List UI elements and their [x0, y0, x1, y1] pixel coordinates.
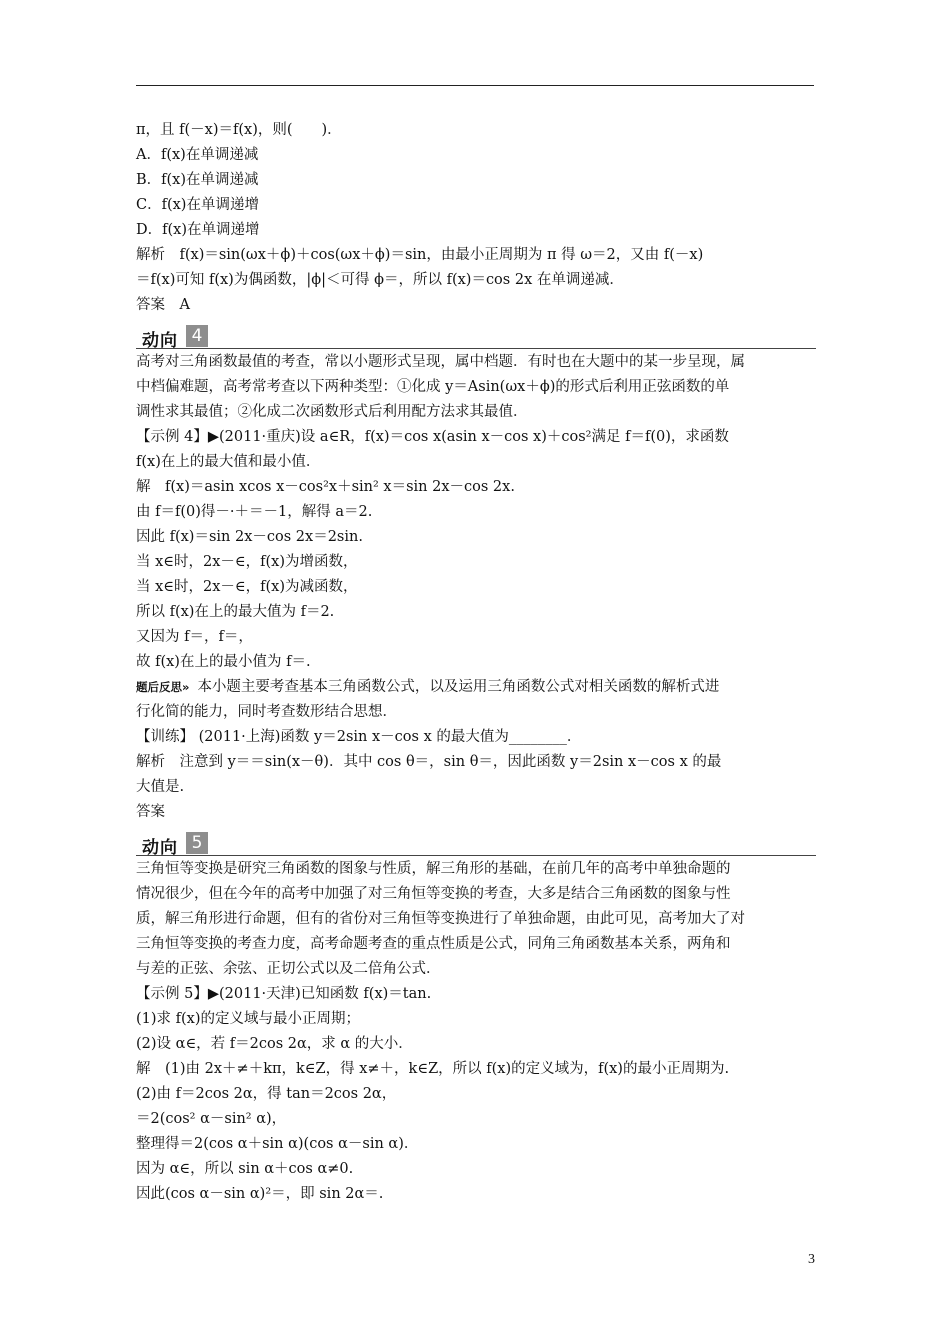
text-line: 质，解三角形进行命题，但有的省份对三角恒等变换进行了单独命题，由此可见，高考加大了对 — [136, 911, 745, 927]
text-line: 【训练】 (2011·上海)函数 y＝2sin x－cos x 的最大值为________． — [136, 729, 582, 745]
text-line: 故 f(x)在上的最小值为 f＝. — [136, 654, 311, 670]
reflection-text: 本小题主要考查基本三角函数公式，以及运用三角函数公式对相关函数的解析式进 — [197, 679, 720, 695]
section-underline — [136, 348, 816, 349]
text-line: 所以 f(x)在上的最大值为 f＝2. — [136, 604, 335, 620]
section-underline — [136, 855, 816, 856]
text-line: 大值是. — [136, 779, 185, 795]
option-b: B．f(x)在单调递减 — [136, 172, 259, 188]
text-line: 中档偏难题，高考常考查以下两种类型：①化成 y＝Asin(ωx＋ϕ)的形式后利用正弦函数的单 — [136, 379, 730, 395]
text-line: (2)由 f＝2cos 2α，得 tan＝2cos 2α， — [136, 1086, 397, 1102]
text-line: 【示例 4】▶(2011·重庆)设 a∈R，f(x)＝cos x(asin x－cos x)＋cos²满足 f＝f(0)，求函数 — [136, 429, 729, 445]
page-content — [136, 118, 816, 1207]
text-line: π，且 f(－x)＝f(x)，则( )． — [136, 122, 342, 138]
text-line: 当 x∈时，2x－∈，f(x)为增函数， — [136, 554, 358, 570]
answer-line: 答案 A — [136, 297, 190, 313]
text-line: 解析 注意到 y＝＝sin(x－θ)．其中 cos θ＝，sin θ＝，因此函数 y＝2sin x－cos x 的最 — [136, 754, 722, 770]
section-title: 动向 — [142, 331, 178, 351]
text-line: 答案 — [136, 804, 165, 820]
text-line: 解 (1)由 2x＋≠＋kπ，k∈Z，得 x≠＋，k∈Z，所以 f(x)的定义域为，f(x)的最小正周期为. — [136, 1061, 730, 1077]
analysis-line: 解析 f(x)＝sin(ωx＋ϕ)＋cos(ωx＋ϕ)＝sin，由最小正周期为 π 得 ω＝2，又由 f(－x) — [136, 247, 704, 263]
text-line: 因此 f(x)＝sin 2x－cos 2x＝2sin. — [136, 529, 363, 545]
text-line: f(x)在上的最大值和最小值． — [136, 454, 321, 470]
section-number-badge: 4 — [186, 325, 208, 347]
header-rule — [136, 85, 814, 86]
text-line: 解 f(x)＝asin xcos x－cos²x＋sin² x＝sin 2x－cos 2x. — [136, 479, 515, 495]
text-line: 高考对三角函数最值的考查，常以小题形式呈现，属中档题．有时也在大题中的某一步呈现，属 — [136, 354, 745, 370]
text-line: 又因为 f＝，f＝， — [136, 629, 253, 645]
text-line: (1)求 f(x)的定义域与最小正周期； — [136, 1011, 361, 1027]
text-line: 调性求其最值；②化成二次函数形式后利用配方法求其最值． — [136, 404, 528, 420]
text-line: 三角恒等变换是研究三角函数的图象与性质，解三角形的基础，在前几年的高考中单独命题的 — [136, 861, 731, 877]
text-line: 因为 α∈，所以 sin α＋cos α≠0. — [136, 1161, 354, 1177]
reflection-tag: 题后反思» — [136, 680, 190, 694]
example-4 — [136, 425, 816, 675]
section-5-intro — [136, 857, 816, 982]
text-line: 情况很少，但在今年的高考中加强了对三角恒等变换的考查，大多是结合三角函数的图象与性 — [136, 886, 731, 902]
text-line — [136, 675, 816, 700]
text-line: (2)设 α∈，若 f＝2cos 2α，求 α 的大小． — [136, 1036, 413, 1052]
page-number: 3 — [808, 1252, 815, 1267]
text-line: ＝2(cos² α－sin² α)， — [136, 1111, 287, 1127]
text-line: 与差的正弦、余弦、正切公式以及二倍角公式． — [136, 961, 441, 977]
option-c: C．f(x)在单调递增 — [136, 197, 259, 213]
reflection-block — [136, 675, 816, 725]
text-line: 因此(cos α－sin α)²＝，即 sin 2α＝. — [136, 1186, 384, 1202]
training-block — [136, 725, 816, 825]
text-line: 三角恒等变换的考查力度，高考命题考查的重点性质是公式，同角三角函数基本关系，两角和 — [136, 936, 731, 952]
question-continuation — [136, 118, 816, 318]
text-line: 当 x∈时，2x－∈，f(x)为减函数， — [136, 579, 358, 595]
text-line: 整理得＝2(cos α＋sin α)(cos α－sin α)． — [136, 1136, 419, 1152]
section-4-intro — [136, 350, 816, 425]
section-4-heading — [136, 324, 816, 350]
option-a: A．f(x)在单调递减 — [136, 147, 259, 163]
text-line: 行化简的能力，同时考查数形结合思想． — [136, 704, 397, 720]
section-number-badge: 5 — [186, 832, 208, 854]
option-d: D．f(x)在单调递增 — [136, 222, 260, 238]
text-line: 【示例 5】▶(2011·天津)已知函数 f(x)＝tan. — [136, 986, 432, 1002]
section-title: 动向 — [142, 838, 178, 858]
text-line: 由 f＝f(0)得－·＋＝－1，解得 a＝2. — [136, 504, 373, 520]
analysis-line: ＝f(x)可知 f(x)为偶函数，|ϕ|＜可得 ϕ＝，所以 f(x)＝cos 2x 在单调递减． — [136, 272, 624, 288]
section-5-heading — [136, 831, 816, 857]
example-5 — [136, 982, 816, 1207]
